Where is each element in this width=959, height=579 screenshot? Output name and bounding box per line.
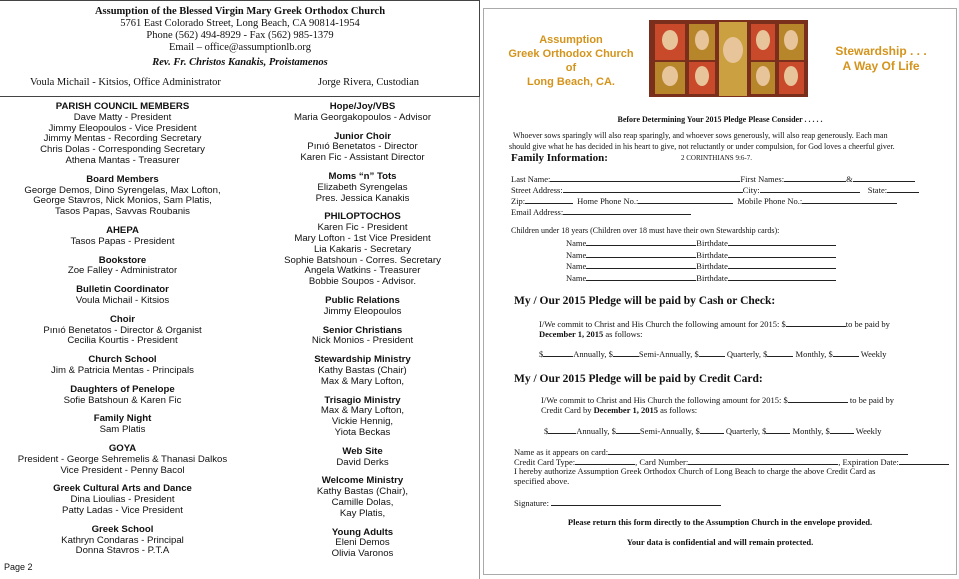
ministry-member-line: George Demos, Dino Syrengelas, Max Lofton, xyxy=(24,184,221,196)
church-email[interactable]: Email – office@assumptionlb.org xyxy=(169,42,311,53)
name-on-card-label: Name as it appears on card: xyxy=(514,447,609,457)
ministry-heading: Web Site xyxy=(342,445,383,457)
children-heading: Children under 18 years (Children over 18 must have their own Stewardship cards): xyxy=(511,226,780,235)
page-number: Page 2 xyxy=(4,562,33,572)
weekly-label: Weekly xyxy=(855,426,882,436)
email-row xyxy=(511,206,691,218)
card-commit-c: Credit Card by xyxy=(541,405,592,415)
first-name-field-2[interactable] xyxy=(853,173,915,182)
last-name-label: Last Name: xyxy=(511,174,551,184)
ministry-member-line: Lia Kakaris - Secretary xyxy=(313,243,412,255)
ministry-heading: Greek Cultural Arts and Dance xyxy=(53,483,192,495)
cash-due-date: December 1, 2015 xyxy=(539,329,604,339)
right-page xyxy=(481,0,959,579)
dollar-sign: $ xyxy=(825,426,830,436)
cash-semiannual-field[interactable] xyxy=(613,348,639,357)
return-note: Please return this form directly to the Assumption Church in the envelope provided. xyxy=(567,517,873,527)
ministry-member-line: Kathy Bastas (Chair) xyxy=(318,364,407,376)
state-label: State: xyxy=(867,185,888,195)
ministry-member-line: Kathryn Condaras - Principal xyxy=(61,534,184,546)
card-type-field[interactable] xyxy=(575,456,635,465)
ministry-heading: Stewardship Ministry xyxy=(314,354,411,366)
ministry-heading: Church School xyxy=(88,354,157,366)
ministry-member-line: Yiota Beckas xyxy=(334,426,391,438)
ministry-column-left xyxy=(0,102,245,557)
state-field[interactable] xyxy=(887,184,919,193)
ministry-member-line: Maria Georgakopoulos - Advisor xyxy=(293,111,432,123)
ampersand: & xyxy=(846,174,853,184)
card-frequency-row xyxy=(544,425,881,437)
church-logo-text xyxy=(506,33,636,89)
authorize-line-2: specified above. xyxy=(514,476,570,486)
child-name-label: Name xyxy=(566,272,587,283)
monthly-label: Monthly, xyxy=(795,349,827,359)
ministry-member-line: Max & Mary Lofton, xyxy=(320,375,405,387)
ministry-member-line: Sam Platis xyxy=(99,424,146,436)
card-commit-text: I/We commit to Christ and His Church the following amount for 2015: $ xyxy=(541,395,788,405)
ministry-heading: PHILOPTOCHOS xyxy=(324,211,401,223)
child-row xyxy=(566,249,836,261)
ministry-member-line: President - George Sehremelis & Thanasi Dalkos xyxy=(17,453,228,465)
ministry-heading: Junior Choir xyxy=(333,130,392,142)
child-birthdate-field[interactable] xyxy=(728,237,836,246)
email-field[interactable] xyxy=(563,206,691,215)
child-name-field[interactable] xyxy=(586,249,696,258)
zip-row xyxy=(511,195,897,207)
dollar-sign: $ xyxy=(695,426,700,436)
church-name: Assumption of the Blessed Virgin Mary Greek Orthodox Church xyxy=(94,6,386,17)
dollar-sign: $ xyxy=(539,349,544,359)
card-number-label: , Card Number: xyxy=(635,457,689,467)
priest-name: Rev. Fr. Christos Kanakis, Proistamenos xyxy=(152,57,328,68)
ministry-member-line: Camille Dolas, xyxy=(331,496,394,508)
ministry-member-line: Jim & Patricia Mentas - Principals xyxy=(51,364,194,376)
first-names-label: First Names: xyxy=(740,174,785,184)
ministry-heading: Hope/Joy/VBS xyxy=(329,101,396,112)
street-label: Street Address: xyxy=(511,185,563,195)
quote-reference: 2 CORINTHIANS 9:6-7. xyxy=(681,154,752,162)
ministry-member-line: Zoe Falley - Administrator xyxy=(67,265,178,277)
dollar-sign: $ xyxy=(544,426,549,436)
quote-line-2: should give what he has decided in his heart to give, not reluctantly or under compulsion, for God loves a cheerful giver. xyxy=(509,142,895,151)
ministry-heading: Bulletin Coordinator xyxy=(76,284,169,296)
ministry-member-line: Tasos Papas - President xyxy=(70,235,175,247)
confidential-note: Your data is confidential and will remain protected. xyxy=(626,537,814,547)
signature-row xyxy=(514,497,721,509)
ministry-member-line: Karen Fic - President xyxy=(317,222,408,234)
church-address: 5761 East Colorado Street, Long Beach, CA 90814-1954 xyxy=(120,18,360,29)
home-phone-label: Home Phone No.: xyxy=(577,196,639,206)
city-field[interactable] xyxy=(760,184,860,193)
ministry-member-line: George Stavros, Nick Monios, Sam Platis, xyxy=(33,195,212,207)
consider-heading: Before Determining Your 2015 Pledge Please Consider . . . . . xyxy=(617,115,823,124)
semi-annually-label: Semi-Annually, xyxy=(639,426,694,436)
ministry-heading: AHEPA xyxy=(106,224,139,236)
dollar-sign: $ xyxy=(828,349,833,359)
card-commit-text-b: to be paid by xyxy=(849,395,895,405)
ministry-member-line: Chris Dolas - Corresponding Secretary xyxy=(40,144,205,156)
child-name-field[interactable] xyxy=(586,260,696,269)
ministry-member-line: Vice President - Penny Bacol xyxy=(60,464,185,476)
logo-line: Long Beach, CA. xyxy=(526,76,615,88)
card-annual-field[interactable] xyxy=(548,425,576,434)
custodian: Jorge Rivera, Custodian xyxy=(318,77,420,88)
icon-image xyxy=(649,20,808,97)
ministry-heading: Young Adults xyxy=(331,526,394,538)
cash-frequency-row xyxy=(539,348,886,360)
ministry-heading: Welcome Ministry xyxy=(321,475,404,487)
ministry-member-line: Jimmy Mentas - Recording Secretary xyxy=(43,133,202,145)
ministry-member-line: Kathy Bastas (Chair), xyxy=(316,486,409,498)
phone-fax: Phone (562) 494-8929 - Fax (562) 985-1379 xyxy=(146,30,334,41)
authorize-line-1: I hereby authorize Assumption Greek Orthodox Church of Long Beach to charge the above Credit Card as xyxy=(514,466,876,476)
ministry-heading: Choir xyxy=(109,313,136,325)
dollar-sign: $ xyxy=(611,426,616,436)
ministry-member-line: Sophie Batshoun - Corres. Secretary xyxy=(284,254,441,266)
ministry-member-line: Max & Mary Lofton, xyxy=(320,405,405,417)
ministry-member-line: Dave Matty - President xyxy=(73,111,172,123)
child-row xyxy=(566,237,836,249)
child-name-label: Name xyxy=(566,238,587,248)
child-birthdate-field[interactable] xyxy=(728,272,836,281)
mobile-phone-field[interactable] xyxy=(802,195,897,204)
cash-commit-text: I/We commit to Christ and His Church the following amount for 2015: $ xyxy=(539,319,786,329)
ministry-heading: Board Members xyxy=(86,173,159,185)
logo-line: Greek Orthodox Church xyxy=(508,48,634,60)
stewardship-heading xyxy=(816,44,946,74)
ministry-member-line: Karen Fic - Assistant Director xyxy=(300,152,425,164)
ministry-heading: Public Relations xyxy=(325,294,400,306)
saints-icon xyxy=(649,20,808,97)
ministry-member-line: Eleni Demos xyxy=(335,537,390,549)
ministry-member-line: Pres. Jessica Kanakis xyxy=(315,192,410,204)
family-info-label: Family Information: xyxy=(511,152,608,164)
annually-label: Annually, xyxy=(576,426,610,436)
cash-amount-field[interactable] xyxy=(786,318,846,327)
signature-label: Signature: xyxy=(514,498,549,508)
quote-line-1: Whoever sows sparingly will also reap sparingly, and whoever sows generously, will also reap generously. Each man xyxy=(513,131,888,140)
ministry-member-line: Angela Watkins - Treasurer xyxy=(304,265,421,277)
ministry-member-line: Cecilia Kourtis - President xyxy=(67,335,178,347)
child-row xyxy=(566,260,836,272)
ministry-heading: GOYA xyxy=(108,442,137,454)
ministry-member-line: Vickie Hennig, xyxy=(331,416,394,428)
card-commit-row-2 xyxy=(541,405,697,416)
expiration-field[interactable] xyxy=(899,456,949,465)
cash-heading: My / Our 2015 Pledge will be paid by Cash or Check: xyxy=(514,295,776,307)
street-row xyxy=(511,184,919,196)
stewardship-title: Stewardship . . . xyxy=(835,44,927,58)
child-row xyxy=(566,272,836,284)
ministry-member-line: Pınıó Benetatos - Director & Organist xyxy=(43,324,202,336)
last-name-row xyxy=(511,173,915,185)
child-name-label: Name xyxy=(566,249,587,260)
annually-label: Annually, xyxy=(573,349,607,359)
child-birthdate-label: Birthdate xyxy=(696,272,728,283)
cash-commit-text-b: to be paid by xyxy=(845,319,890,329)
dollar-sign: $ xyxy=(762,426,767,436)
ministry-member-line: Patty Ladas - Vice President xyxy=(62,504,183,516)
child-birthdate-field[interactable] xyxy=(728,260,836,269)
street-field[interactable] xyxy=(563,184,743,193)
ministry-member-line: Kay Platis, xyxy=(339,507,386,519)
ministry-member-line: Sofie Batshoun & Karen Fic xyxy=(63,394,182,406)
children-rows xyxy=(566,237,836,283)
card-due-date: December 1, 2015 xyxy=(593,405,658,415)
ministry-member-line: Jimmy Eleopoulos xyxy=(323,305,402,317)
child-name-field[interactable] xyxy=(586,272,696,281)
card-semiannual-field[interactable] xyxy=(616,425,640,434)
ministry-heading: PARISH COUNCIL MEMBERS xyxy=(55,101,190,112)
city-label: City: xyxy=(742,185,760,195)
ministry-heading: Greek School xyxy=(91,523,154,535)
zip-field[interactable] xyxy=(525,195,573,204)
cash-as-follows: as follows: xyxy=(605,329,643,339)
ministry-member-line: Jimmy Eleopoulos - Vice President xyxy=(48,122,197,134)
cash-commit-row xyxy=(539,318,890,330)
ministry-member-line: Voula Michail - Kitsios xyxy=(75,294,170,306)
ministry-member-line: Olivia Varonos xyxy=(331,548,394,560)
child-birthdate-field[interactable] xyxy=(728,249,836,258)
child-name-field[interactable] xyxy=(586,237,696,246)
office-admin: Voula Michail - Kitsios, Office Administrator xyxy=(30,77,221,88)
zip-label: Zip: xyxy=(511,196,526,206)
dollar-sign: $ xyxy=(763,349,768,359)
ministry-heading: Moms “n” Tots xyxy=(328,170,397,182)
child-name-label: Name xyxy=(566,261,587,271)
quarterly-label: Quarterly, xyxy=(726,349,762,359)
card-type-label: Credit Card Type: xyxy=(514,457,576,467)
ministry-member-line: Pınıó Benetatos - Director xyxy=(307,141,418,153)
card-commit-row xyxy=(541,394,894,406)
ministry-member-line: David Derks xyxy=(336,456,389,468)
card-weekly-field[interactable] xyxy=(830,425,854,434)
cash-commit-row-2 xyxy=(539,329,642,340)
card-amount-field[interactable] xyxy=(788,394,848,403)
card-number-field[interactable] xyxy=(688,456,838,465)
ministry-member-line: Donna Stavros - P.T.A xyxy=(75,545,170,557)
child-birthdate-label: Birthdate xyxy=(696,249,728,260)
ministry-member-line: Tasos Papas, Savvas Roubanis xyxy=(55,206,190,218)
weekly-label: Weekly xyxy=(860,349,887,359)
email-label: Email Address: xyxy=(511,207,564,217)
quarterly-label: Quarterly, xyxy=(725,426,761,436)
monthly-label: Monthly, xyxy=(792,426,824,436)
ministry-column-right xyxy=(245,102,480,560)
ministry-heading: Family Night xyxy=(93,413,152,425)
card-as-follows: as follows: xyxy=(660,405,698,415)
semi-annually-label: Semi-Annually, xyxy=(638,349,693,359)
ministry-member-line: Bobbie Soupos - Advisor. xyxy=(308,276,417,288)
expiration-label: , Expiration Date: xyxy=(838,457,899,467)
ministry-member-line: Dina Lioulias - President xyxy=(70,494,175,506)
cash-monthly-field[interactable] xyxy=(767,348,793,357)
last-name-field[interactable] xyxy=(550,173,740,182)
cash-annual-field[interactable] xyxy=(543,348,573,357)
card-quarterly-field[interactable] xyxy=(700,425,724,434)
child-birthdate-label: Birthdate xyxy=(696,238,728,248)
mobile-phone-label: Mobile Phone No.: xyxy=(737,196,803,206)
card-monthly-field[interactable] xyxy=(766,425,790,434)
ministry-member-line: Nick Monios - President xyxy=(311,335,414,347)
ministry-heading: Senior Christians xyxy=(322,324,403,336)
ministry-heading: Bookstore xyxy=(98,254,147,266)
stewardship-subtitle: A Way Of Life xyxy=(842,59,920,73)
signature-field[interactable] xyxy=(551,497,721,506)
ministry-member-line: Elizabeth Syrengelas xyxy=(317,181,408,193)
child-birthdate-label: Birthdate xyxy=(696,261,728,271)
home-phone-field[interactable] xyxy=(638,195,733,204)
logo-line: Assumption xyxy=(539,34,603,46)
card-heading: My / Our 2015 Pledge will be paid by Credit Card: xyxy=(514,373,763,385)
ministry-member-line: Mary Lofton - 1st Vice President xyxy=(294,232,431,244)
dollar-sign: $ xyxy=(608,349,613,359)
ministry-heading: Daughters of Penelope xyxy=(70,383,175,395)
ministry-member-line: Athena Mantas - Treasurer xyxy=(65,154,180,166)
ministry-heading: Trisagio Ministry xyxy=(324,394,401,406)
logo-line: of xyxy=(565,62,577,74)
cash-weekly-field[interactable] xyxy=(833,348,859,357)
name-on-card-field[interactable] xyxy=(608,446,908,455)
first-name-field-1[interactable] xyxy=(784,173,846,182)
dollar-sign: $ xyxy=(694,349,699,359)
cash-quarterly-field[interactable] xyxy=(699,348,725,357)
